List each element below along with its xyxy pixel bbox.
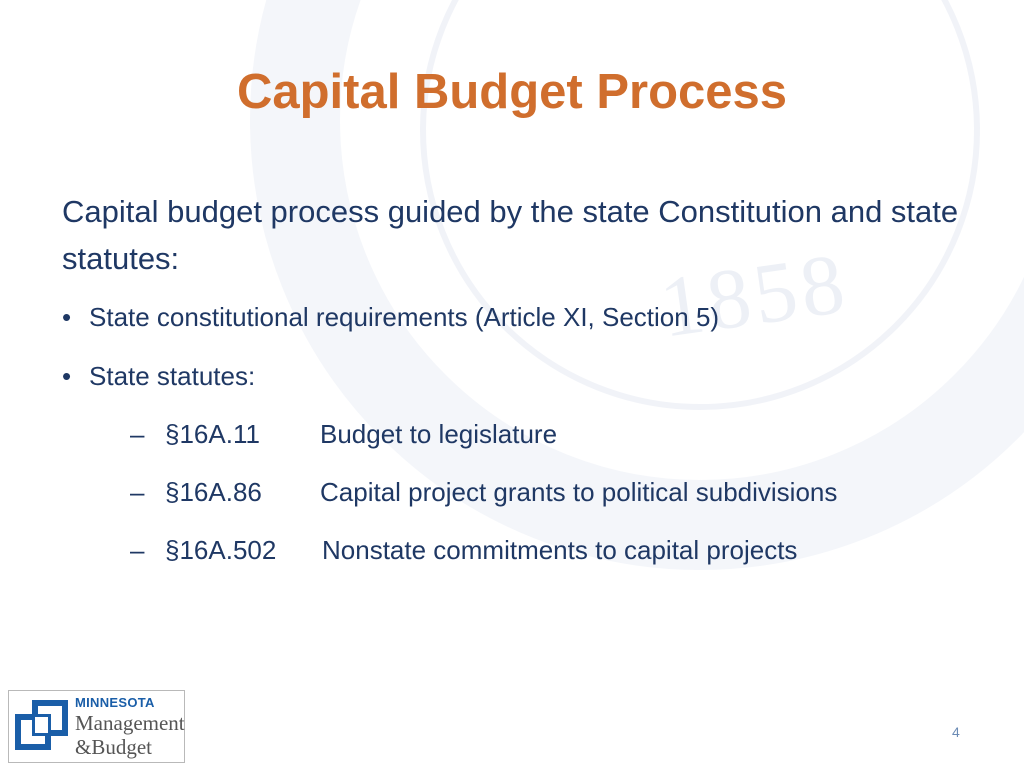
mmb-logo — [8, 690, 185, 763]
bullet-statutes — [62, 361, 255, 392]
bullet-dot: • — [62, 302, 72, 332]
bullet-dot: • — [62, 361, 72, 391]
sub-bullet-dash: – — [130, 535, 145, 565]
page-number: 4 — [952, 724, 960, 740]
watermark-year: 1858 — [654, 234, 854, 356]
bullet-text: State statutes: — [89, 361, 256, 391]
logo-line-3: &Budget — [75, 735, 152, 759]
bullet-constitution — [62, 302, 719, 333]
sub-bullet-dash: – — [130, 477, 145, 507]
statute-code: §16A.502 — [165, 535, 277, 565]
logo-line-2: Management — [75, 711, 185, 735]
statute-description: Budget to legislature — [320, 419, 558, 449]
sub-bullet-dash: – — [130, 419, 145, 449]
intro-text: Capital budget process guided by the state Constitution and state statutes: — [62, 194, 959, 276]
logo-squares-icon — [15, 699, 71, 755]
statute-description: Capital project grants to political subdivisions — [320, 477, 838, 507]
logo-line-1: MINNESOTA — [75, 695, 155, 710]
statute-code: §16A.11 — [165, 419, 260, 449]
slide-title: Capital Budget Process — [236, 65, 788, 119]
statute-item — [130, 419, 558, 450]
statute-code: §16A.86 — [165, 477, 262, 507]
statute-item — [130, 535, 798, 566]
statute-item — [130, 477, 838, 508]
bullet-text: State constitutional requirements (Article XI, Section 5) — [89, 302, 720, 332]
statute-description: Nonstate commitments to capital projects — [322, 535, 798, 565]
